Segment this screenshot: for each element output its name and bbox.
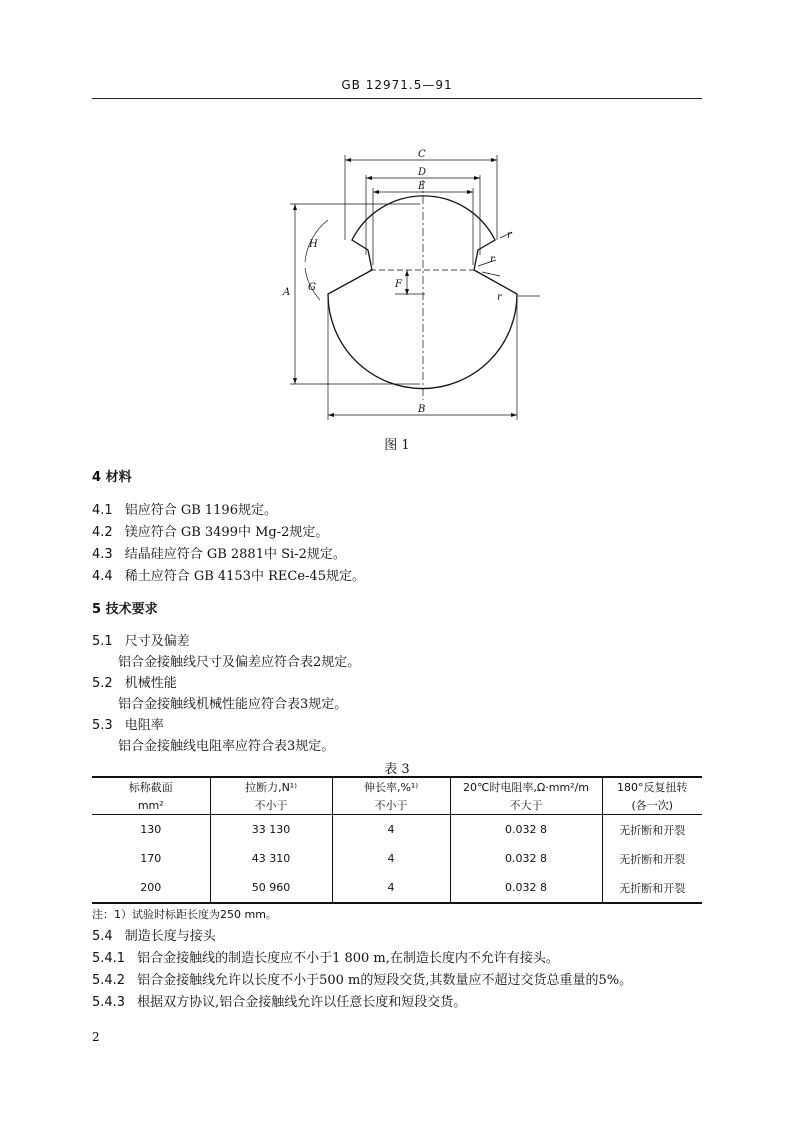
- table-header-row-2: [92, 796, 702, 815]
- header-cell: 标称截面: [92, 777, 210, 796]
- label-A: A: [283, 287, 291, 298]
- table-cell: 0.032 8: [450, 873, 602, 903]
- label-F: F: [395, 279, 402, 290]
- contact-wire-cross-section-figure: [0, 0, 794, 440]
- table-cell: 43 310: [210, 844, 332, 873]
- table-cell: 0.032 8: [450, 844, 602, 873]
- header-cell: 不小于: [210, 796, 332, 815]
- label-r-mid: r: [490, 254, 495, 265]
- table-row: [92, 844, 702, 873]
- table-3: [92, 776, 702, 904]
- table-row: [92, 815, 702, 845]
- page-number: 2: [92, 1030, 100, 1044]
- label-r-top: r: [507, 230, 512, 241]
- table-cell: 无折断和开裂: [602, 815, 702, 845]
- wire-profile-outline: [328, 196, 517, 389]
- table-cell: 4: [332, 844, 450, 873]
- table-cell: 4: [332, 873, 450, 903]
- label-B: B: [418, 404, 426, 415]
- table-note: 注：1）试验时标距长度为250 mm。: [92, 908, 277, 921]
- page-header: GB 12971.5—91: [341, 78, 453, 92]
- item-4-3: 4.3 结晶硅应符合 GB 2881中 Si-2规定。: [92, 547, 346, 562]
- item-5-3-text: 铝合金接触线电阻率应符合表3规定。: [118, 739, 335, 754]
- header-cell: mm²: [92, 796, 210, 815]
- header-cell: 不大于: [450, 796, 602, 815]
- label-G: G: [308, 282, 316, 293]
- item-5-4-2: 5.4.2 铝合金接触线允许以长度不小于500 m的短段交货,其数量应不超过交货总重量的5%。: [92, 973, 633, 988]
- table-row: [92, 873, 702, 903]
- label-C: C: [418, 149, 426, 160]
- item-5-4-3: 5.4.3 根据双方协议,铝合金接触线允许以任意长度和短段交货。: [92, 995, 467, 1010]
- item-4-4: 4.4 稀土应符合 GB 4153中 RECe-45规定。: [92, 569, 365, 584]
- label-E: E: [418, 181, 426, 192]
- item-5-2: 5.2 机械性能: [92, 676, 177, 691]
- item-5-1: 5.1 尺寸及偏差: [92, 634, 190, 649]
- header-cell: (各一次): [602, 796, 702, 815]
- item-5-3: 5.3 电阻率: [92, 718, 164, 733]
- figure-caption: 图 1: [384, 438, 410, 453]
- table-cell: 170: [140, 852, 162, 865]
- table-cell: 无折断和开裂: [602, 844, 702, 873]
- header-cell: 180°反复扭转: [602, 777, 702, 796]
- table-cell: 0.032 8: [450, 815, 602, 845]
- table-cell: 33 130: [210, 815, 332, 845]
- section-5-title: 5 技术要求: [92, 602, 158, 617]
- header-cell: 不小于: [332, 796, 450, 815]
- table-cell: 200: [92, 873, 210, 903]
- header-cell: 伸长率,%¹⁾: [332, 777, 450, 796]
- item-5-4: 5.4 制造长度与接头: [92, 929, 216, 944]
- header-cell: 20℃时电阻率,Ω·mm²/m: [450, 777, 602, 796]
- item-4-1: 4.1 铝应符合 GB 1196规定。: [92, 503, 277, 518]
- table-cell: 50 960: [210, 873, 332, 903]
- section-4-title: 4 材料: [92, 470, 132, 485]
- item-5-1-text: 铝合金接触线尺寸及偏差应符合表2规定。: [118, 655, 361, 670]
- table-cell: 无折断和开裂: [602, 873, 702, 903]
- item-5-2-text: 铝合金接触线机械性能应符合表3规定。: [118, 697, 348, 712]
- label-r-low: r: [497, 292, 502, 303]
- header-cell: 拉断力,N¹⁾: [210, 777, 332, 796]
- item-4-2: 4.2 镁应符合 GB 3499中 Mg-2规定。: [92, 525, 329, 540]
- item-5-4-1: 5.4.1 铝合金接触线的制造长度应不小于1 800 m,在制造长度内不允许有接头。: [92, 951, 559, 966]
- label-H: H: [309, 239, 318, 250]
- table-cell: 4: [332, 815, 450, 845]
- table-cell: 130: [140, 823, 162, 836]
- table-header-row-1: [92, 777, 702, 796]
- label-D: D: [418, 167, 427, 178]
- table-3-title: 表 3: [384, 762, 410, 777]
